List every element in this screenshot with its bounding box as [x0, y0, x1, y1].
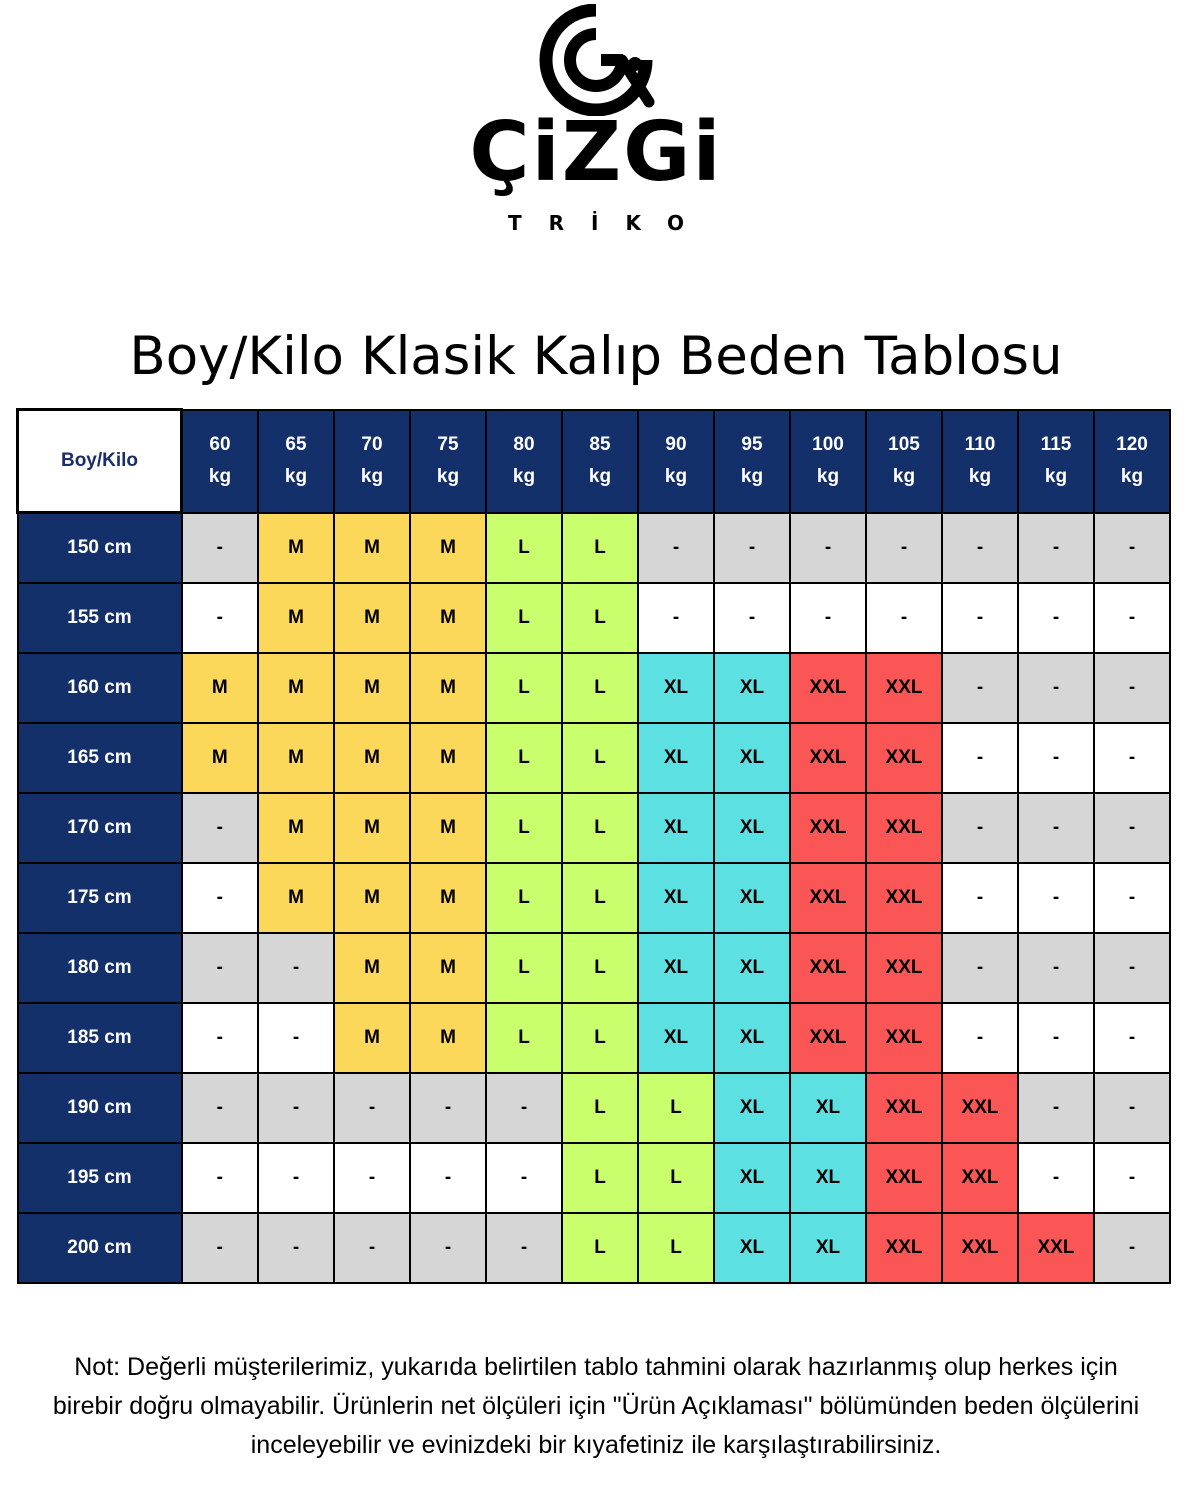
size-cell: - [258, 1003, 334, 1073]
size-cell: - [182, 583, 259, 653]
size-cell: - [638, 583, 714, 653]
size-cell: XXL [942, 1073, 1018, 1143]
size-cell: M [410, 583, 486, 653]
height-label: 150 cm [18, 513, 182, 584]
height-label: 195 cm [18, 1143, 182, 1213]
table-row [18, 1003, 1171, 1073]
weight-value: 115 [1040, 434, 1072, 455]
size-cell: - [1094, 513, 1170, 584]
size-cell: - [1018, 723, 1094, 793]
size-cell: XXL [866, 863, 942, 933]
weight-value: 110 [964, 434, 996, 455]
size-cell: M [258, 653, 334, 723]
size-cell: - [714, 513, 790, 584]
size-cell: XXL [866, 933, 942, 1003]
size-cell: M [410, 513, 486, 584]
size-cell: M [258, 513, 334, 584]
weight-unit: kg [1044, 466, 1068, 487]
corner-cell: Boy/Kilo [18, 410, 182, 513]
table-row [18, 653, 1171, 723]
size-cell: - [182, 1003, 259, 1073]
size-cell: XXL [866, 1003, 942, 1073]
size-cell: L [638, 1213, 714, 1283]
size-cell: - [866, 513, 942, 584]
size-cell: - [258, 933, 334, 1003]
size-cell: M [258, 583, 334, 653]
weight-unit: kg [360, 466, 384, 487]
size-cell: - [1094, 1003, 1170, 1073]
size-cell: XL [714, 1213, 790, 1283]
size-cell: M [334, 933, 410, 1003]
size-cell: - [182, 933, 259, 1003]
height-label: 185 cm [18, 1003, 182, 1073]
weight-header [1018, 410, 1094, 513]
weight-unit: kg [892, 466, 916, 487]
size-cell: L [486, 863, 562, 933]
size-cell: XL [714, 793, 790, 863]
size-cell: L [562, 1003, 638, 1073]
size-cell: L [562, 933, 638, 1003]
size-cell: - [1094, 793, 1170, 863]
height-label: 200 cm [18, 1213, 182, 1283]
size-cell: XL [790, 1073, 866, 1143]
size-cell: L [562, 863, 638, 933]
table-row [18, 513, 1171, 584]
size-cell: L [486, 1003, 562, 1073]
size-cell: L [562, 1073, 638, 1143]
height-label: 190 cm [18, 1073, 182, 1143]
size-cell: XXL [790, 793, 866, 863]
size-cell: XXL [790, 863, 866, 933]
size-cell: - [410, 1143, 486, 1213]
size-cell: - [1094, 1213, 1170, 1283]
size-cell: - [334, 1073, 410, 1143]
size-cell: - [942, 583, 1018, 653]
weight-header [486, 410, 562, 513]
size-cell: - [942, 723, 1018, 793]
height-label: 175 cm [18, 863, 182, 933]
cizgi-logo-icon [531, 4, 661, 116]
size-cell: XL [638, 933, 714, 1003]
size-cell: - [1094, 723, 1170, 793]
size-cell: L [486, 653, 562, 723]
table-row [18, 1213, 1171, 1283]
size-cell: XL [714, 863, 790, 933]
size-cell: M [410, 863, 486, 933]
weight-header [182, 410, 259, 513]
size-cell: - [1018, 933, 1094, 1003]
size-cell: - [638, 513, 714, 584]
weight-unit: kg [208, 466, 232, 487]
size-cell: XXL [866, 653, 942, 723]
size-cell: L [562, 1143, 638, 1213]
size-cell: - [790, 583, 866, 653]
size-cell: XXL [790, 723, 866, 793]
size-cell: - [714, 583, 790, 653]
size-cell: XL [714, 653, 790, 723]
size-cell: L [562, 723, 638, 793]
size-cell: - [258, 1143, 334, 1213]
size-cell: - [334, 1213, 410, 1283]
size-cell: XL [714, 1003, 790, 1073]
size-cell: M [334, 1003, 410, 1073]
size-cell: XL [714, 723, 790, 793]
weight-header [638, 410, 714, 513]
table-body [18, 513, 1171, 1284]
size-cell: M [410, 793, 486, 863]
size-cell: - [1018, 1143, 1094, 1213]
size-cell: L [562, 513, 638, 584]
weight-unit: kg [284, 466, 308, 487]
size-cell: XL [714, 1073, 790, 1143]
weight-value: 60 [209, 434, 231, 455]
brand-subtitle: TRİKO [507, 211, 712, 235]
table-row [18, 793, 1171, 863]
size-cell: XXL [790, 1003, 866, 1073]
size-cell: - [942, 1003, 1018, 1073]
size-cell: L [562, 793, 638, 863]
weight-unit: kg [740, 466, 764, 487]
size-table [16, 408, 1171, 1284]
size-cell: - [182, 863, 259, 933]
size-cell: - [1018, 863, 1094, 933]
size-cell: - [790, 513, 866, 584]
size-cell: - [258, 1213, 334, 1283]
size-cell: M [182, 723, 259, 793]
weight-header [942, 410, 1018, 513]
size-cell: - [486, 1143, 562, 1213]
weight-header [790, 410, 866, 513]
size-cell: M [258, 723, 334, 793]
size-cell: - [1018, 1003, 1094, 1073]
weight-header [1094, 410, 1170, 513]
size-cell: XL [790, 1213, 866, 1283]
size-cell: M [334, 583, 410, 653]
weight-unit: kg [436, 466, 460, 487]
weight-unit: kg [968, 466, 992, 487]
table-row [18, 1143, 1171, 1213]
size-cell: M [334, 723, 410, 793]
size-cell: L [486, 933, 562, 1003]
table-row [18, 863, 1171, 933]
weight-unit: kg [588, 466, 612, 487]
size-cell: XXL [790, 653, 866, 723]
size-cell: - [1094, 1073, 1170, 1143]
weight-value: 85 [589, 434, 611, 455]
height-label: 180 cm [18, 933, 182, 1003]
weight-unit: kg [816, 466, 840, 487]
size-cell: XL [638, 1003, 714, 1073]
weight-unit: kg [512, 466, 536, 487]
table-row [18, 583, 1171, 653]
size-cell: XL [638, 793, 714, 863]
weight-header [334, 410, 410, 513]
weight-header [562, 410, 638, 513]
size-cell: - [1094, 933, 1170, 1003]
size-cell: XXL [866, 723, 942, 793]
weight-value: 70 [361, 434, 383, 455]
page-title: Boy/Kilo Klasik Kalıp Beden Tablosu [129, 325, 1063, 387]
size-cell: XXL [866, 1073, 942, 1143]
size-cell: - [334, 1143, 410, 1213]
size-cell: - [1018, 583, 1094, 653]
size-cell: - [182, 793, 259, 863]
weight-header [258, 410, 334, 513]
size-cell: - [866, 583, 942, 653]
size-cell: M [334, 793, 410, 863]
table-row [18, 723, 1171, 793]
size-cell: L [562, 583, 638, 653]
height-label: 170 cm [18, 793, 182, 863]
height-label: 160 cm [18, 653, 182, 723]
size-cell: - [942, 863, 1018, 933]
size-cell: L [486, 793, 562, 863]
table-header-row [18, 410, 1171, 513]
size-cell: M [334, 863, 410, 933]
size-cell: L [486, 513, 562, 584]
size-cell: - [182, 1143, 259, 1213]
table-row [18, 1073, 1171, 1143]
disclaimer-note: Not: Değerli müşterilerimiz, yukarıda belirtilen tablo tahmini olarak hazırlanmış olup herkes için birebir doğru olmayabilir. Ürünlerin net ölçüleri için "Ürün Açıklaması" bölümünden beden ölçülerini inceleyebilir ve evinizdeki bir kıyafetiniz ile karşılaştırabilirsiniz. [52, 1353, 1140, 1459]
weight-value: 120 [1116, 434, 1148, 455]
size-cell: - [942, 793, 1018, 863]
brand-name: ÇiZGi [469, 105, 723, 200]
size-cell: XXL [866, 793, 942, 863]
weight-value: 100 [812, 434, 844, 455]
weight-value: 90 [665, 434, 687, 455]
size-cell: M [182, 653, 259, 723]
size-cell: M [410, 1003, 486, 1073]
size-cell: M [334, 513, 410, 584]
size-cell: - [942, 933, 1018, 1003]
size-cell: XL [714, 933, 790, 1003]
size-cell: - [182, 513, 259, 584]
size-cell: XXL [866, 1143, 942, 1213]
size-cell: - [1018, 653, 1094, 723]
size-cell: L [562, 653, 638, 723]
size-cell: XXL [866, 1213, 942, 1283]
size-cell: M [410, 723, 486, 793]
size-cell: - [486, 1073, 562, 1143]
size-cell: XL [714, 1143, 790, 1213]
size-cell: - [182, 1073, 259, 1143]
height-label: 165 cm [18, 723, 182, 793]
size-cell: L [562, 1213, 638, 1283]
size-cell: XXL [942, 1213, 1018, 1283]
size-cell: - [258, 1073, 334, 1143]
size-cell: M [334, 653, 410, 723]
brand-logo [0, 0, 1192, 250]
weight-value: 105 [888, 434, 920, 455]
height-label: 155 cm [18, 583, 182, 653]
size-cell: XXL [942, 1143, 1018, 1213]
size-cell: L [638, 1143, 714, 1213]
size-cell: XL [638, 863, 714, 933]
size-cell: XXL [1018, 1213, 1094, 1283]
weight-value: 80 [513, 434, 535, 455]
weight-header [866, 410, 942, 513]
size-cell: XXL [790, 933, 866, 1003]
size-cell: - [1094, 583, 1170, 653]
size-cell: XL [638, 653, 714, 723]
size-cell: L [486, 583, 562, 653]
size-cell: - [410, 1213, 486, 1283]
weight-unit: kg [1120, 466, 1144, 487]
size-cell: - [486, 1213, 562, 1283]
size-cell: - [942, 653, 1018, 723]
size-cell: - [182, 1213, 259, 1283]
size-cell: - [410, 1073, 486, 1143]
size-cell: L [486, 723, 562, 793]
size-cell: - [1094, 1143, 1170, 1213]
table-row [18, 933, 1171, 1003]
size-cell: XL [790, 1143, 866, 1213]
size-cell: L [638, 1073, 714, 1143]
weight-value: 65 [285, 434, 307, 455]
weight-value: 75 [437, 434, 459, 455]
size-cell: XL [638, 723, 714, 793]
size-cell: M [258, 863, 334, 933]
weight-header [714, 410, 790, 513]
size-cell: - [1018, 513, 1094, 584]
size-cell: - [942, 513, 1018, 584]
weight-value: 95 [741, 434, 763, 455]
size-cell: - [1094, 863, 1170, 933]
size-cell: - [1018, 1073, 1094, 1143]
weight-unit: kg [664, 466, 688, 487]
size-cell: M [258, 793, 334, 863]
size-cell: M [410, 933, 486, 1003]
size-cell: M [410, 653, 486, 723]
weight-header [410, 410, 486, 513]
size-cell: - [1094, 653, 1170, 723]
size-cell: - [1018, 793, 1094, 863]
